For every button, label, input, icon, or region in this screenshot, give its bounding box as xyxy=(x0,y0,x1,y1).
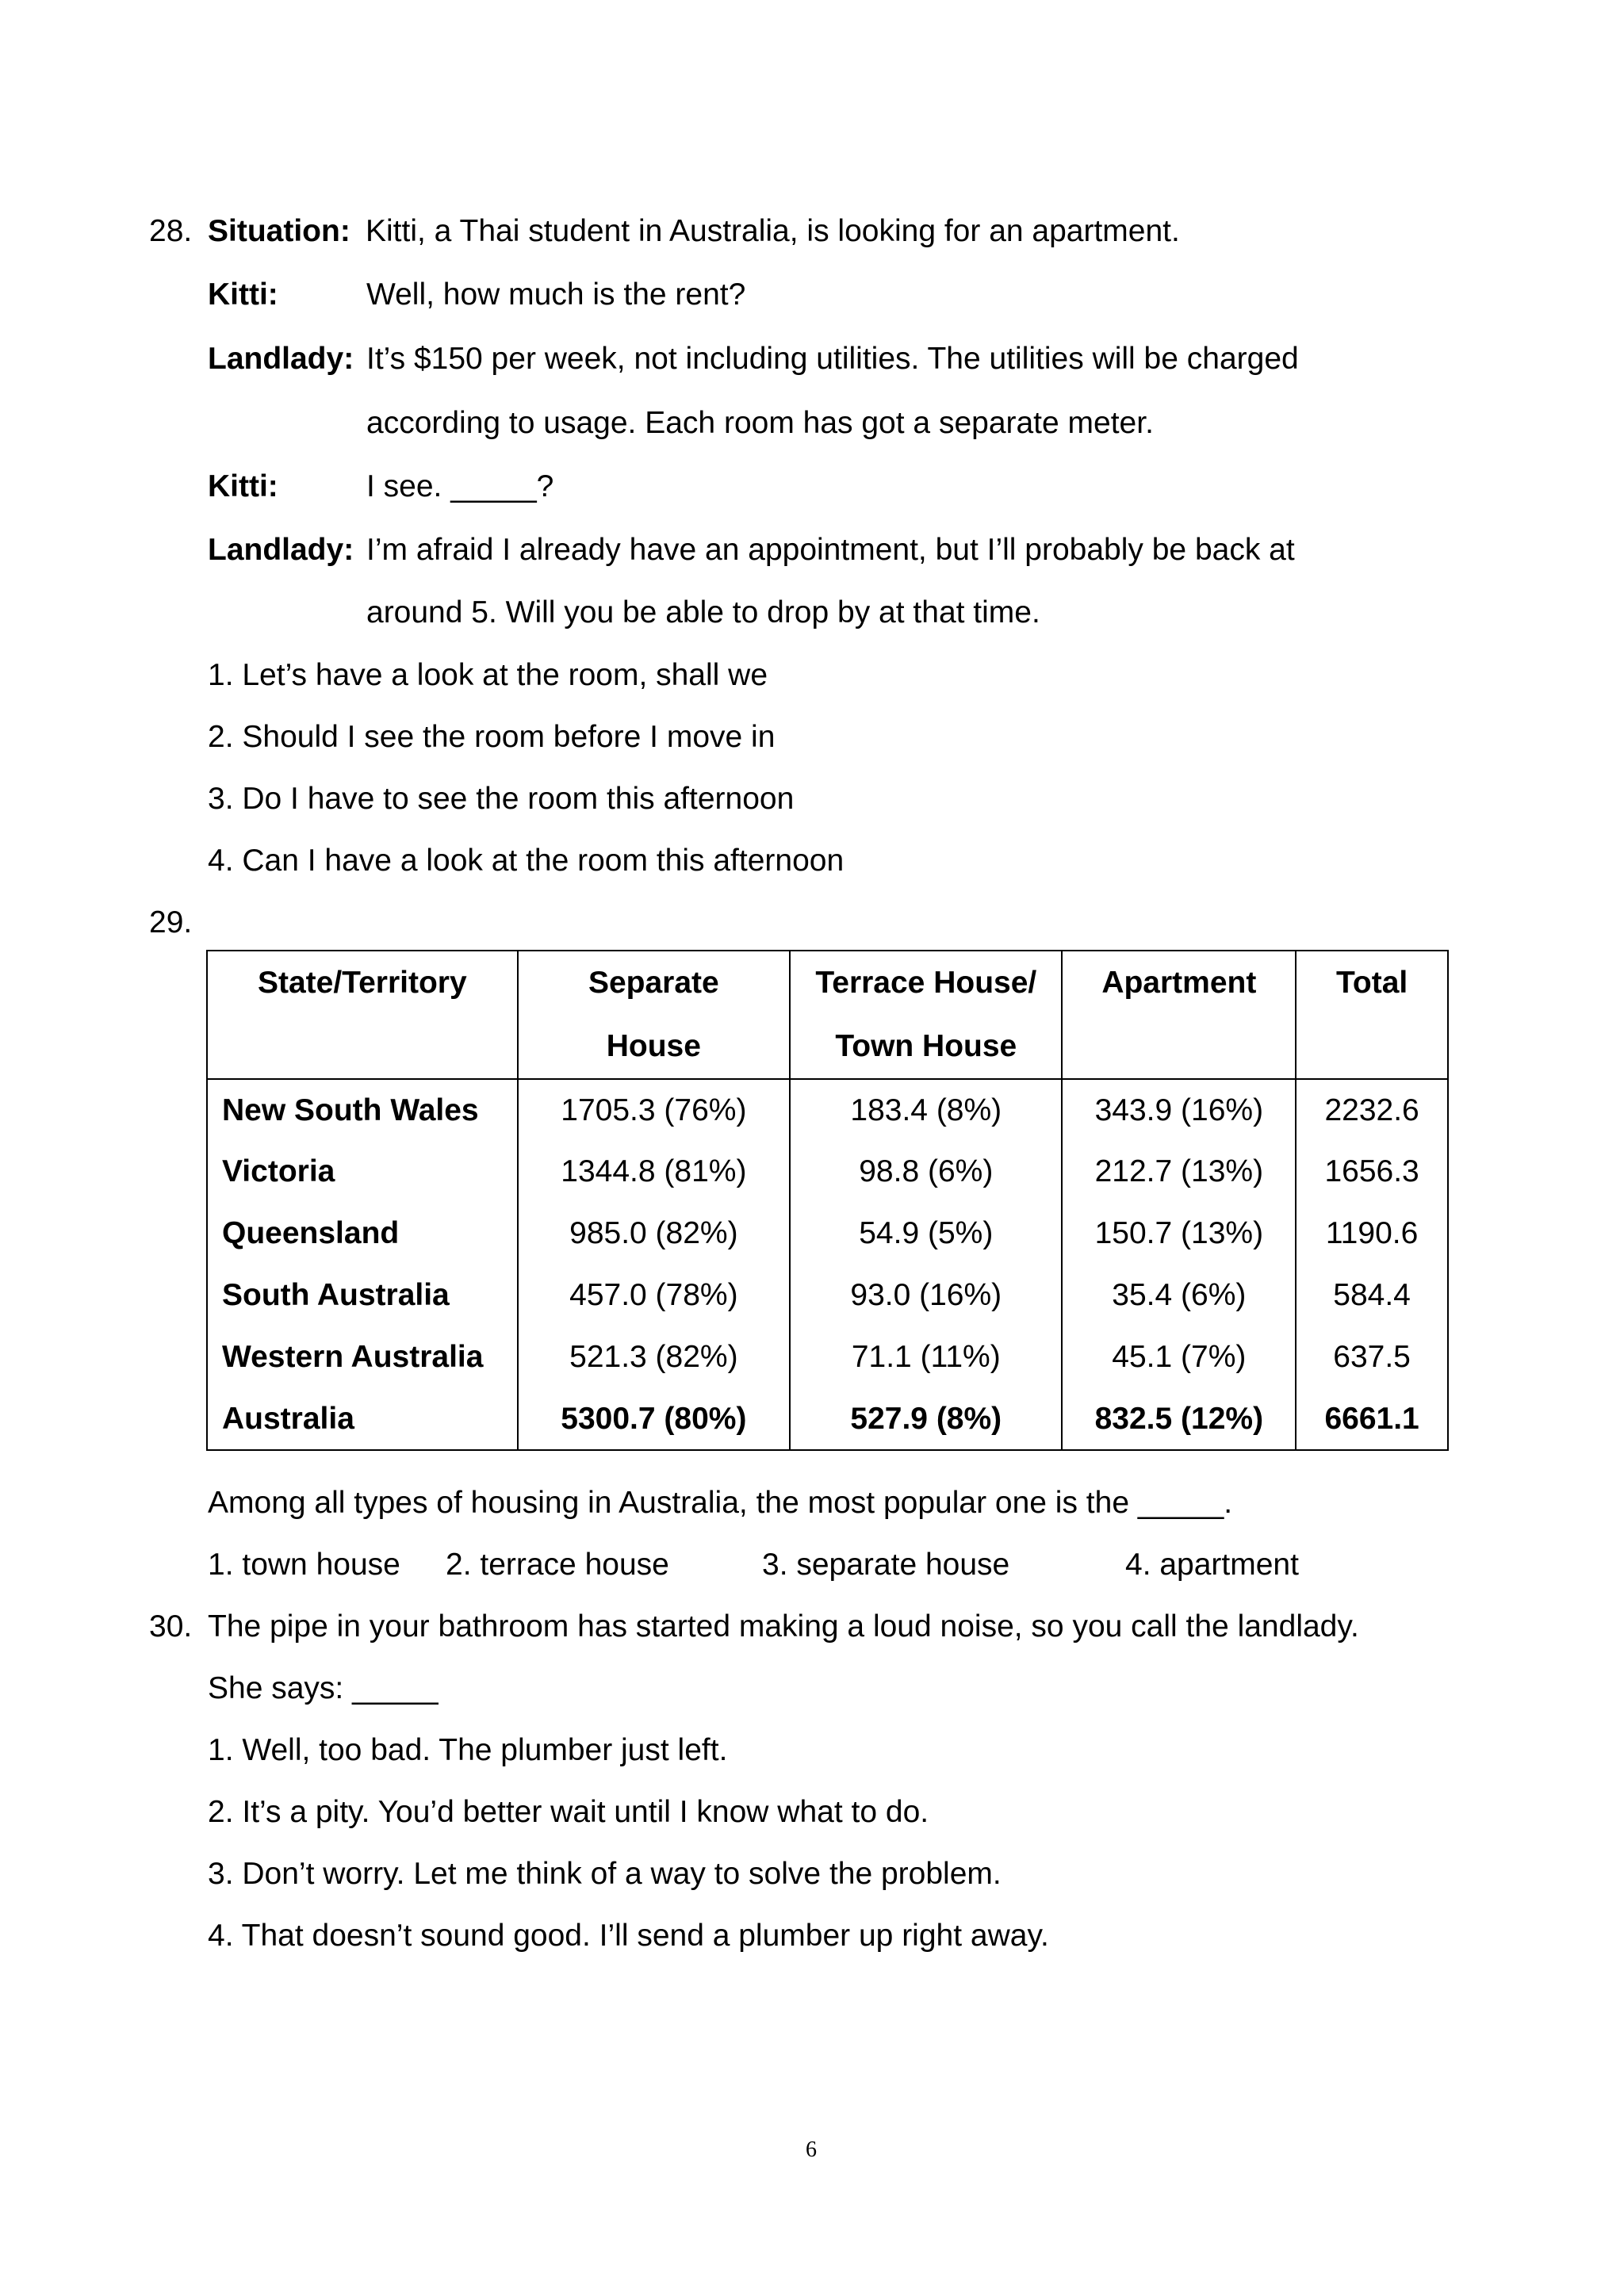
table-cell: 457.0 (78%) xyxy=(518,1265,790,1326)
answer-option[interactable]: 4. apartment xyxy=(1125,1548,1299,1582)
situation-text: Kitti, a Thai student in Australia, is looking for an apartment. xyxy=(366,214,1180,248)
column-header: Terrace House/ Town House xyxy=(790,951,1062,1079)
table-cell: 71.1 (11%) xyxy=(790,1326,1062,1388)
table-row xyxy=(207,1079,1448,1141)
answer-option[interactable]: 4. That doesn’t sound good. I’ll send a plumber up right away. xyxy=(208,1919,1049,1953)
table-row-total xyxy=(207,1388,1448,1450)
dialogue-line: I see. _____? xyxy=(366,469,554,503)
question-30-number: 30. xyxy=(149,1609,193,1644)
answer-option[interactable]: 3. Do I have to see the room this afternoon xyxy=(208,782,795,816)
answer-option[interactable]: 1. Let’s have a look at the room, shall we xyxy=(208,658,768,692)
question-28-number: 28. xyxy=(149,214,193,248)
answer-option[interactable]: 2. Should I see the room before I move in xyxy=(208,720,776,754)
table-cell: 1190.6 xyxy=(1296,1203,1448,1265)
table-cell: Australia xyxy=(207,1388,518,1450)
table-cell: 1705.3 (76%) xyxy=(518,1079,790,1141)
question-30-text: The pipe in your bathroom has started making a loud noise, so you call the landlady. xyxy=(208,1609,1359,1644)
answer-option[interactable]: 4. Can I have a look at the room this afternoon xyxy=(208,844,845,878)
situation-label: Situation: xyxy=(208,214,350,248)
answer-option[interactable]: 1. Well, too bad. The plumber just left. xyxy=(208,1733,728,1767)
table-cell: 637.5 xyxy=(1296,1326,1448,1388)
table-cell: 35.4 (6%) xyxy=(1062,1265,1296,1326)
dialogue-line: I’m afraid I already have an appointment, but I’ll probably be back at xyxy=(366,533,1295,567)
speaker-label: Kitti: xyxy=(208,469,278,503)
column-header: State/Territory xyxy=(207,951,518,1079)
page-number: 6 xyxy=(806,2137,817,2162)
table-cell: 832.5 (12%) xyxy=(1062,1388,1296,1450)
answer-option[interactable]: 3. separate house xyxy=(762,1548,1010,1582)
table-cell: 2232.6 xyxy=(1296,1079,1448,1141)
table-cell: 584.4 xyxy=(1296,1265,1448,1326)
table-row xyxy=(207,1203,1448,1265)
table-cell: 985.0 (82%) xyxy=(518,1203,790,1265)
table-cell: 1656.3 xyxy=(1296,1141,1448,1203)
answer-option[interactable]: 2. terrace house xyxy=(446,1548,669,1582)
speaker-label: Kitti: xyxy=(208,277,278,312)
column-header: Separate House xyxy=(518,951,790,1079)
table-cell: South Australia xyxy=(207,1265,518,1326)
table-cell: 54.9 (5%) xyxy=(790,1203,1062,1265)
table-cell: Queensland xyxy=(207,1203,518,1265)
answer-option[interactable]: 3. Don’t worry. Let me think of a way to solve the problem. xyxy=(208,1857,1002,1891)
table-cell: 521.3 (82%) xyxy=(518,1326,790,1388)
table-cell: 343.9 (16%) xyxy=(1062,1079,1296,1141)
table-cell: 5300.7 (80%) xyxy=(518,1388,790,1450)
table-cell: Victoria xyxy=(207,1141,518,1203)
dialogue-line: Well, how much is the rent? xyxy=(366,277,746,312)
answer-option[interactable]: 2. It’s a pity. You’d better wait until I know what to do. xyxy=(208,1795,929,1829)
column-header: Total xyxy=(1296,951,1448,1079)
table-header-row xyxy=(207,951,1448,1079)
table-cell: 98.8 (6%) xyxy=(790,1141,1062,1203)
table-cell: 212.7 (13%) xyxy=(1062,1141,1296,1203)
table-cell: 45.1 (7%) xyxy=(1062,1326,1296,1388)
housing-table xyxy=(206,950,1449,1451)
dialogue-line: It’s $150 per week, not including utilities. The utilities will be charged xyxy=(366,342,1299,376)
table-cell: 6661.1 xyxy=(1296,1388,1448,1450)
speaker-label: Landlady: xyxy=(208,533,354,567)
table-row xyxy=(207,1326,1448,1388)
table-cell: 93.0 (16%) xyxy=(790,1265,1062,1326)
dialogue-line: according to usage. Each room has got a separate meter. xyxy=(366,406,1154,440)
answer-option[interactable]: 1. town house xyxy=(208,1548,400,1582)
question-29-text: Among all types of housing in Australia, the most popular one is the _____. xyxy=(208,1486,1233,1520)
column-header: Apartment xyxy=(1062,951,1296,1079)
speaker-label: Landlady: xyxy=(208,342,354,376)
question-29-number: 29. xyxy=(149,905,193,939)
table-cell: 183.4 (8%) xyxy=(790,1079,1062,1141)
table-row xyxy=(207,1265,1448,1326)
question-30-text: She says: _____ xyxy=(208,1671,439,1705)
table-cell: New South Wales xyxy=(207,1079,518,1141)
table-cell: 150.7 (13%) xyxy=(1062,1203,1296,1265)
table-cell: 527.9 (8%) xyxy=(790,1388,1062,1450)
table-cell: Western Australia xyxy=(207,1326,518,1388)
table-cell: 1344.8 (81%) xyxy=(518,1141,790,1203)
dialogue-line: around 5. Will you be able to drop by at that time. xyxy=(366,595,1040,629)
table-row xyxy=(207,1141,1448,1203)
